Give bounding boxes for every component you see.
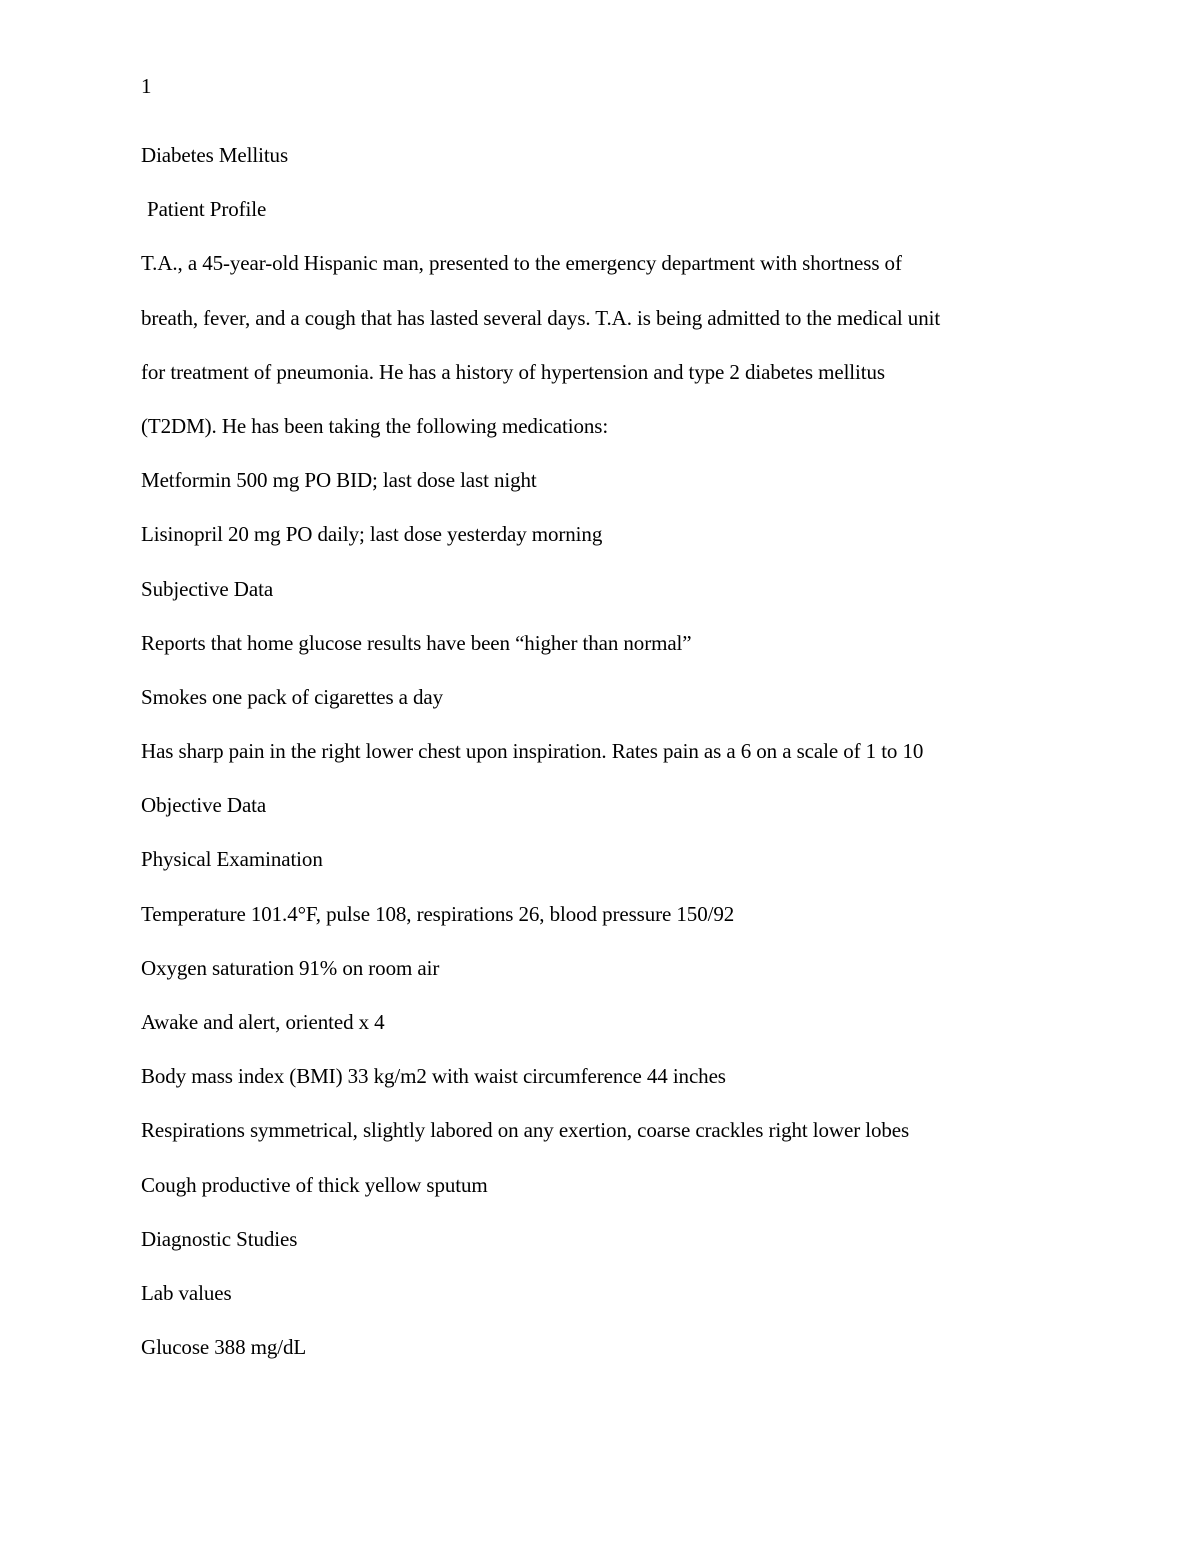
section-heading-diagnostic-studies: Diagnostic Studies bbox=[141, 1226, 298, 1251]
paragraph-line: (T2DM). He has been taking the following medications: bbox=[141, 413, 609, 438]
exam-item: Body mass index (BMI) 33 kg/m2 with waist circumference 44 inches bbox=[141, 1064, 726, 1089]
subjective-item: Has sharp pain in the right lower chest upon inspiration. Rates pain as a 6 on a scale of 1 to 10 bbox=[141, 739, 924, 764]
subheading-lab-values: Lab values bbox=[141, 1280, 232, 1305]
document-body bbox=[141, 142, 1081, 1388]
subheading-physical-examination: Physical Examination bbox=[141, 847, 323, 872]
exam-item: Respirations symmetrical, slightly labored on any exertion, coarse crackles right lower lobes bbox=[141, 1118, 910, 1143]
paragraph-line: for treatment of pneumonia. He has a history of hypertension and type 2 diabetes mellitus bbox=[141, 359, 885, 384]
lab-item: Glucose 388 mg/dL bbox=[141, 1335, 307, 1360]
exam-item: Cough productive of thick yellow sputum bbox=[141, 1172, 488, 1197]
medication-item: Lisinopril 20 mg PO daily; last dose yesterday morning bbox=[141, 522, 603, 547]
exam-item: Awake and alert, oriented x 4 bbox=[141, 1010, 385, 1034]
section-heading-subjective-data: Subjective Data bbox=[141, 576, 274, 601]
section-heading-objective-data: Objective Data bbox=[141, 793, 267, 818]
exam-item: Oxygen saturation 91% on room air bbox=[141, 955, 440, 980]
exam-item: Temperature 101.4°F, pulse 108, respirations 26, blood pressure 150/92 bbox=[141, 901, 735, 926]
page-number: 1 bbox=[141, 74, 152, 98]
paragraph-line: T.A., a 45-year-old Hispanic man, presented to the emergency department with shortness of bbox=[141, 251, 902, 276]
subjective-item: Smokes one pack of cigarettes a day bbox=[141, 684, 444, 709]
document-title: Diabetes Mellitus bbox=[141, 143, 289, 167]
section-heading-patient-profile: Patient Profile bbox=[147, 197, 267, 222]
subjective-item: Reports that home glucose results have been “higher than normal” bbox=[141, 630, 692, 655]
medication-item: Metformin 500 mg PO BID; last dose last night bbox=[141, 468, 537, 493]
paragraph-line: breath, fever, and a cough that has lasted several days. T.A. is being admitted to the medical unit bbox=[141, 305, 941, 330]
